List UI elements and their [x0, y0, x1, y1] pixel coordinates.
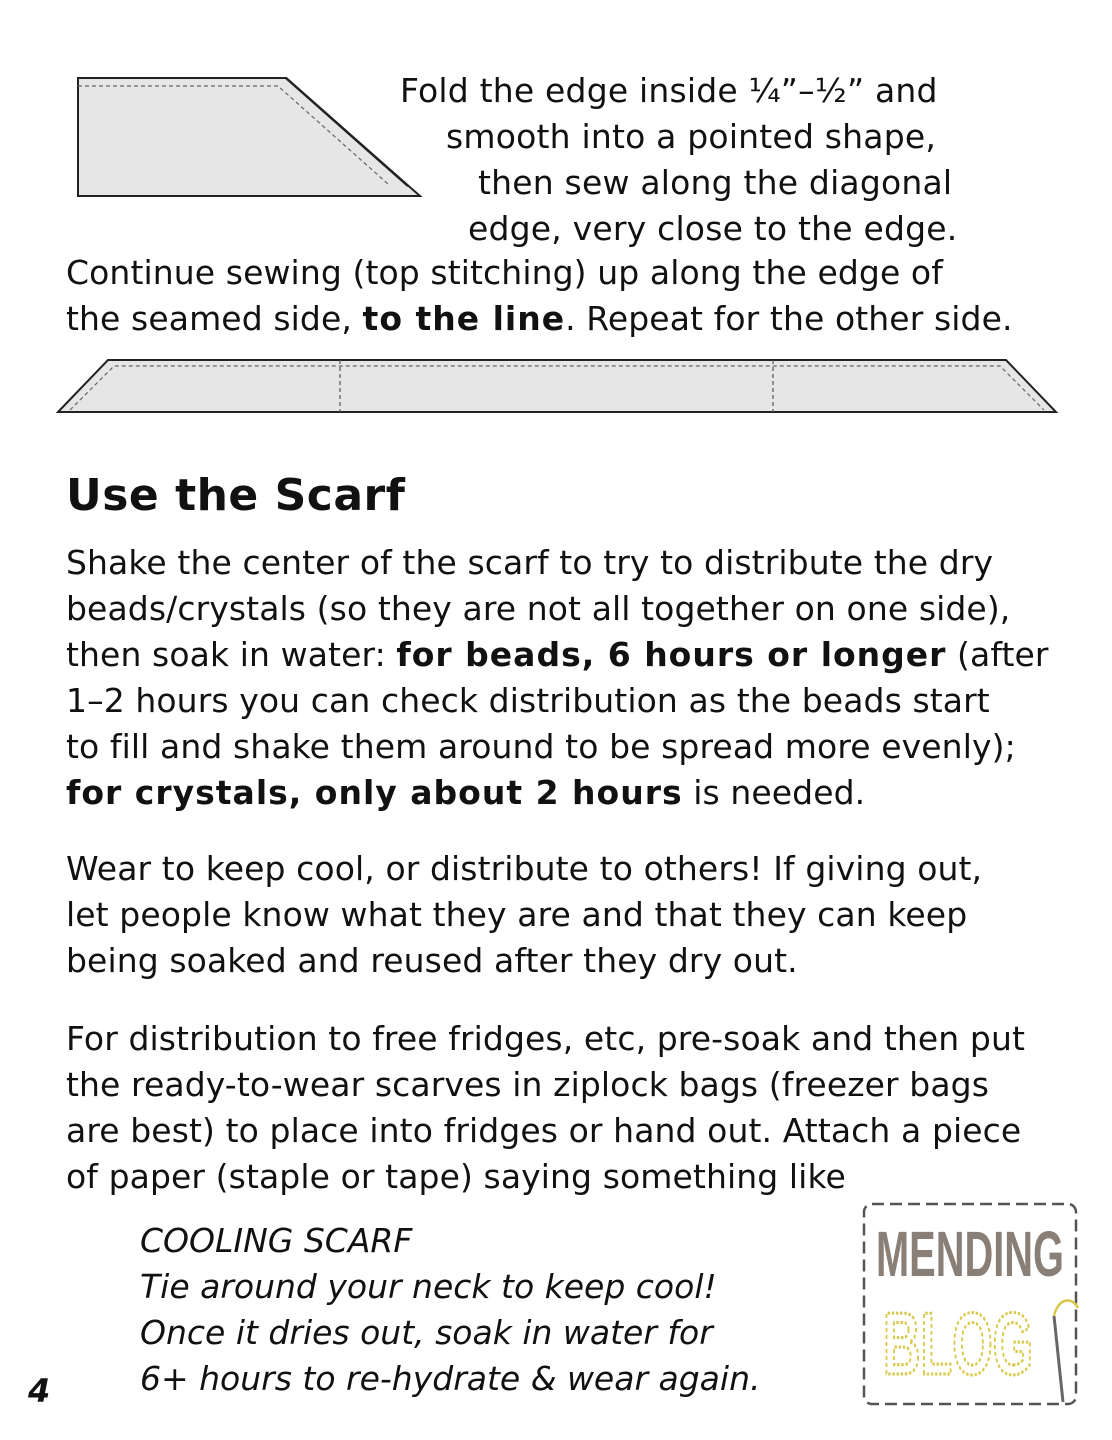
logo-mending-text: MENDING	[876, 1218, 1064, 1290]
needle-icon	[1054, 1316, 1063, 1402]
para3-line-2: the ready-to-wear scarves in ziplock bags (freezer bags	[66, 1065, 990, 1104]
fold-instruction-line-2: smooth into a pointed shape,	[446, 117, 937, 156]
note-line-2: Tie around your neck to keep cool!	[140, 1267, 717, 1306]
continue-sewing-line-2	[66, 296, 1013, 342]
repeat-text: . Repeat for the other side.	[565, 299, 1013, 338]
after-text: (after	[946, 635, 1049, 674]
beads-duration-emphasis: for beads, 6 hours or longer	[396, 635, 947, 674]
crystals-duration-emphasis: for crystals, only about 2 hours	[66, 773, 683, 812]
soak-text: then soak in water:	[66, 635, 397, 674]
mending-blog-logo	[858, 1198, 1084, 1410]
to-the-line-emphasis: to the line	[362, 299, 566, 338]
fold-instruction-line-1: Fold the edge inside ¼”–½” and	[400, 71, 938, 110]
para3-line-4: of paper (staple or tape) saying something like	[66, 1157, 846, 1196]
para3-line-3: are best) to place into fridges or hand out. Attach a piece	[66, 1111, 1022, 1150]
para1-line-5: to fill and shake them around to be spread more evenly);	[66, 727, 1016, 766]
continue-sewing-text: the seamed side,	[66, 299, 352, 338]
para3-line-1: For distribution to free fridges, etc, pre-soak and then put	[66, 1019, 1026, 1058]
fold-instruction-line-4: edge, very close to the edge.	[468, 209, 958, 248]
needed-text: is needed.	[682, 773, 866, 812]
para1-line-4: 1–2 hours you can check distribution as the beads start	[66, 681, 990, 720]
fold-instruction-line-3: then sew along the diagonal	[478, 163, 953, 202]
logo-blog-text: BLOG	[883, 1294, 1033, 1393]
page-number: 4	[28, 1372, 51, 1410]
para1-line-1: Shake the center of the scarf to try to distribute the dry	[66, 543, 994, 582]
scarf-diagram-icon	[54, 354, 1060, 420]
note-line-4: 6+ hours to re-hydrate & wear again.	[140, 1359, 761, 1398]
para1-line-2: beads/crystals (so they are not all together on one side),	[66, 589, 1011, 628]
para2-line-1: Wear to keep cool, or distribute to others! If giving out,	[66, 849, 983, 888]
para1-line-3	[66, 632, 1049, 678]
para1-line-6	[66, 770, 865, 816]
para2-line-3: being soaked and reused after they dry out.	[66, 941, 798, 980]
note-title: COOLING SCARF	[140, 1221, 413, 1260]
continue-sewing-line-1: Continue sewing (top stitching) up along the edge of	[66, 253, 943, 292]
fold-diagram-icon	[70, 70, 430, 205]
section-title: Use the Scarf	[66, 470, 406, 521]
para2-line-2: let people know what they are and that they can keep	[66, 895, 968, 934]
note-line-3: Once it dries out, soak in water for	[140, 1313, 713, 1352]
